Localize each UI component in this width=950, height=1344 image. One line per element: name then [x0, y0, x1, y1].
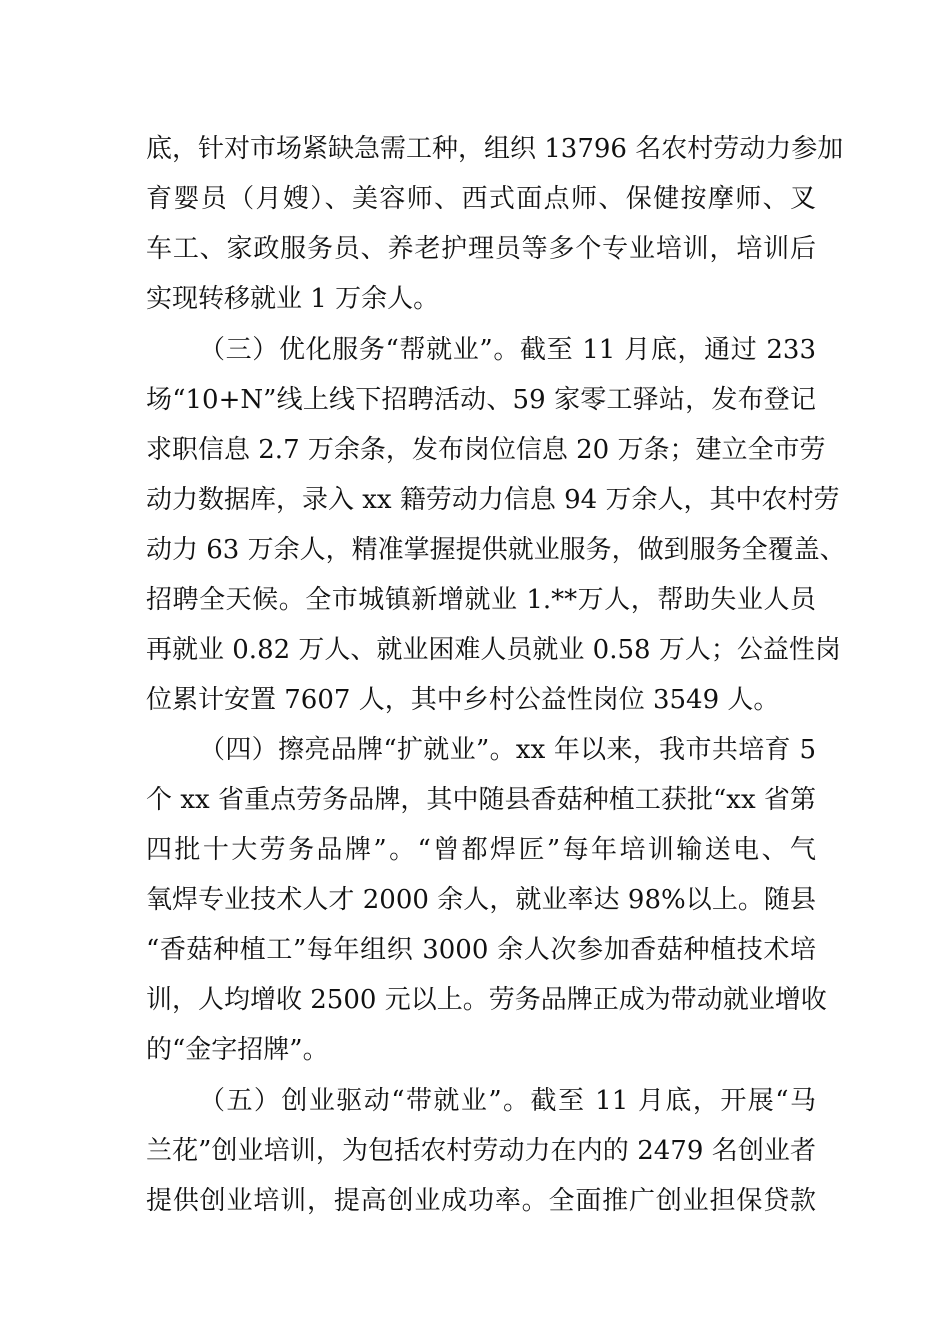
- text-line: “香菇种植工”每年组织 3000 余人次参加香菇种植技术培: [146, 935, 816, 965]
- text-line: 动力数据库，录入 xx 籍劳动力信息 94 万余人，其中农村劳: [146, 485, 840, 515]
- section-heading-line: （三）优化服务“帮就业”。截至 11 月底，通过 233: [199, 335, 816, 365]
- text-line: 提供创业培训，提高创业成功率。全面推广创业担保贷款: [146, 1186, 816, 1216]
- text-line: 底，针对市场紧缺急需工种，组织 13796 名农村劳动力参加: [146, 134, 844, 164]
- section-heading-line: （四）擦亮品牌“扩就业”。xx 年以来，我市共培育 5: [199, 735, 816, 765]
- text-line: 氧焊专业技术人才 2000 余人，就业率达 98%以上。随县: [146, 885, 816, 915]
- section-heading-line: （五）创业驱动“带就业”。截至 11 月底，开展“马: [199, 1086, 816, 1116]
- text-line: 车工、家政服务员、养老护理员等多个专业培训，培训后: [146, 234, 816, 264]
- text-line: 求职信息 2.7 万余条，发布岗位信息 20 万条；建立全市劳: [146, 435, 826, 465]
- text-line: 实现转移就业 1 万余人。: [146, 284, 440, 314]
- text-line: 训，人均增收 2500 元以上。劳务品牌正成为带动就业增收: [146, 985, 827, 1015]
- text-line: 个 xx 省重点劳务品牌，其中随县香菇种植工获批“xx 省第: [146, 785, 816, 815]
- text-line: 场“10+N”线上线下招聘活动、59 家零工驿站，发布登记: [146, 385, 816, 415]
- text-line: 再就业 0.82 万人、就业困难人员就业 0.58 万人；公益性岗: [146, 635, 841, 665]
- text-line: 招聘全天候。全市城镇新增就业 1.**万人，帮助失业人员: [146, 585, 816, 615]
- text-line: 四批十大劳务品牌”。“曾都焊匠”每年培训输送电、气: [146, 835, 816, 865]
- text-line: 动力 63 万余人，精准掌握提供就业服务，做到服务全覆盖、: [146, 535, 846, 565]
- text-line: 兰花”创业培训，为包括农村劳动力在内的 2479 名创业者: [146, 1136, 816, 1166]
- text-line: 的“金字招牌”。: [146, 1035, 329, 1065]
- text-line: 育婴员（月嫂）、美容师、西式面点师、保健按摩师、叉: [146, 184, 816, 214]
- text-line: 位累计安置 7607 人，其中乡村公益性岗位 3549 人。: [146, 685, 780, 715]
